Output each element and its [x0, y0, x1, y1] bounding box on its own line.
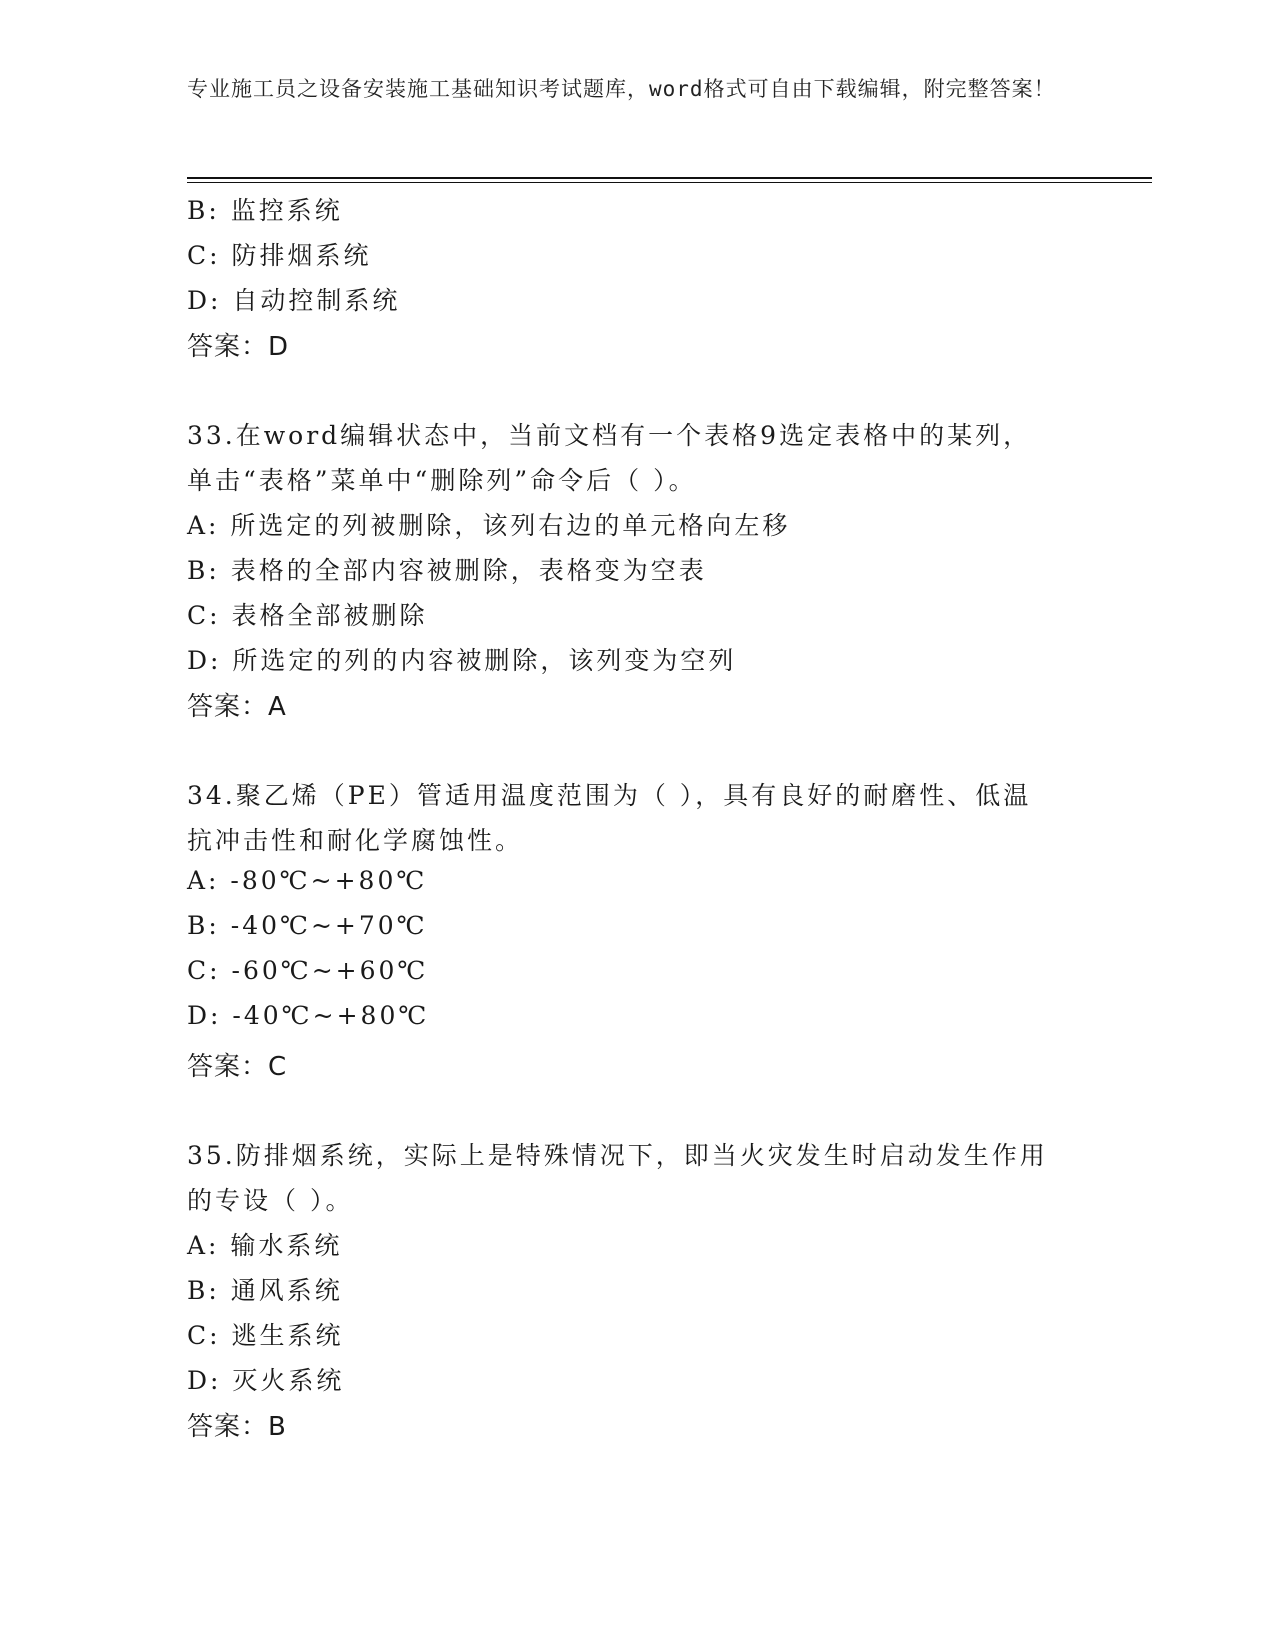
q33-option-c: C: 表格全部被删除 [187, 601, 428, 630]
header-divider-thick [187, 177, 1152, 179]
q35-option-c: C: 逃生系统 [187, 1321, 344, 1350]
q32-option-d: D: 自动控制系统 [187, 286, 401, 315]
q34-option-c: C: -60℃~+60℃ [187, 956, 429, 985]
q32-answer: 答案：D [187, 332, 290, 362]
q35-option-a: A: 输水系统 [187, 1231, 343, 1260]
q35-option-b: B: 通风系统 [187, 1276, 343, 1305]
header-divider-thin [187, 182, 1152, 183]
q32-option-c: C: 防排烟系统 [187, 241, 372, 270]
q34-answer: 答案：C [187, 1052, 288, 1082]
document-header: 专业施工员之设备安装施工基础知识考试题库，word格式可自由下载编辑，附完整答案！ [187, 77, 1056, 101]
q33-option-b: B: 表格的全部内容被删除，表格变为空表 [187, 556, 707, 585]
q34-option-a: A: -80℃~+80℃ [187, 866, 428, 895]
q33-answer: 答案：A [187, 692, 287, 722]
q32-option-b: B: 监控系统 [187, 196, 343, 225]
q34-option-b: B: -40℃~+70℃ [187, 911, 428, 940]
q35-option-d: D: 灭火系统 [187, 1366, 345, 1395]
q33-stem-line1: 33.在word编辑状态中，当前文档有一个表格9选定表格中的某列， [187, 421, 1032, 450]
q35-stem-line2: 的专设（ ）。 [187, 1186, 354, 1215]
q35-stem-line1: 35.防排烟系统，实际上是特殊情况下，即当火灾发生时启动发生作用 [187, 1141, 1048, 1170]
q33-option-a: A: 所选定的列被删除，该列右边的单元格向左移 [187, 511, 791, 540]
q34-stem-line1: 34.聚乙烯（PE）管适用温度范围为（ ），具有良好的耐磨性、低温 [187, 781, 1032, 810]
q33-stem-line2: 单击“表格”菜单中“删除列”命令后（ ）。 [187, 466, 697, 495]
q34-option-d: D: -40℃~+80℃ [187, 1001, 430, 1030]
q33-option-d: D: 所选定的列的内容被删除，该列变为空列 [187, 646, 737, 675]
q35-answer: 答案：B [187, 1412, 287, 1442]
q34-stem-line2: 抗冲击性和耐化学腐蚀性。 [187, 826, 524, 855]
